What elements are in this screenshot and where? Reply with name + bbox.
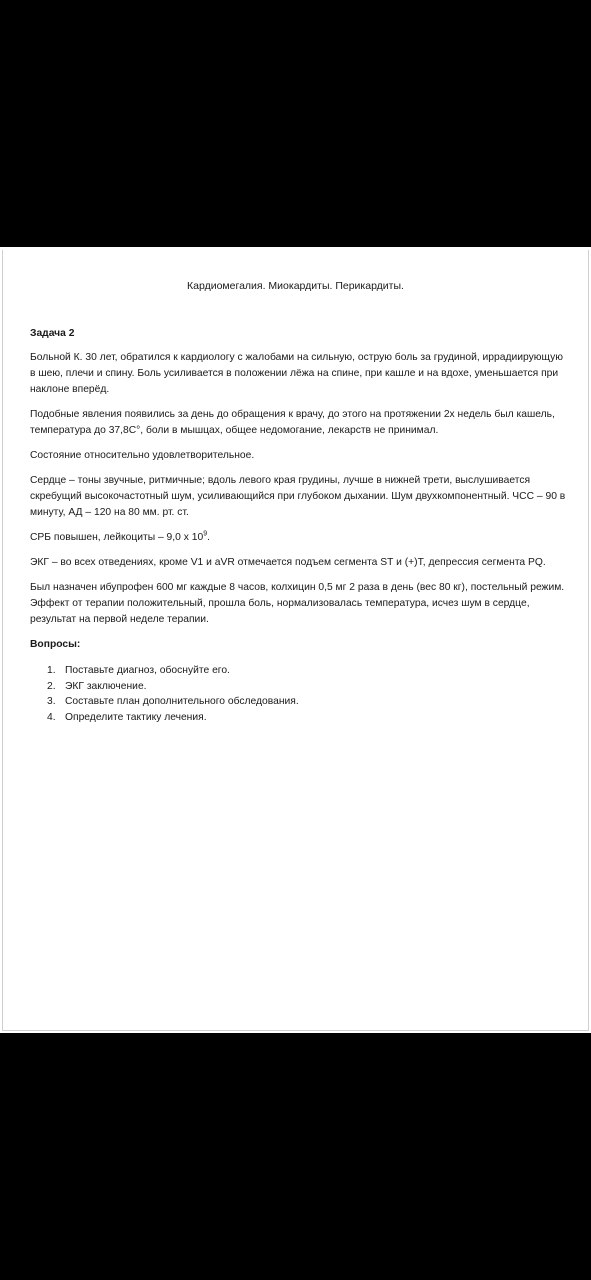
task-heading: Задача 2 xyxy=(30,328,75,339)
questions-heading: Вопросы: xyxy=(30,639,81,650)
question-number: 1. xyxy=(47,665,56,676)
question-item xyxy=(30,663,566,679)
paragraph-condition: Состояние относительно удовлетворительное. xyxy=(30,450,255,461)
lab-results-suffix: . xyxy=(207,532,210,543)
document-page xyxy=(0,247,591,1033)
question-text: Определите тактику лечения. xyxy=(65,711,207,723)
paragraph-history: Подобные явления появились за день до обращения к врачу, до этого на протяжении 2х недель был кашель, температура до 37,8С°, боли в мышцах, общее недомогание, лекарств не принимал. xyxy=(30,409,555,436)
question-text: Поставьте диагноз, обоснуйте его. xyxy=(65,665,230,676)
question-item xyxy=(30,694,566,710)
document-title: Кардиомегалия. Миокардиты. Перикардиты. xyxy=(187,280,404,292)
question-item xyxy=(30,710,566,726)
question-text: Составьте план дополнительного обследования. xyxy=(65,696,299,707)
question-number: 3. xyxy=(47,696,56,707)
document-body xyxy=(30,326,566,725)
paragraph-lab-results xyxy=(30,530,566,546)
lab-results-text: СРБ повышен, лейкоциты – 9,0 х 10 xyxy=(30,532,204,543)
paragraph-ecg: ЭКГ – во всех отведениях, кроме V1 и aVR отмечается подъем сегмента ST и (+)T, депрессия сегмента PQ. xyxy=(30,557,546,568)
lab-results-exponent: 9 xyxy=(203,530,208,538)
paragraph-treatment: Был назначен ибупрофен 600 мг каждые 8 часов, колхицин 0,5 мг 2 раза в день (вес 80 кг), постельный режим. Эффект от терапии положительный, прошла боль, нормализовалась температура, исчез шум в сердце, результат на первой неделе терапии. xyxy=(30,582,565,625)
question-number: 2. xyxy=(47,680,56,692)
paragraph-complaints: Больной К. 30 лет, обратился к кардиологу с жалобами на сильную, острую боль за грудиной, иррадиирующую в шею, плечи и спину. Боль усиливается в положении лёжа на спине, при кашле и на вдохе, уменьшается при наклоне вперёд. xyxy=(30,352,563,395)
question-item xyxy=(30,679,566,695)
paragraph-heart-exam: Сердце – тоны звучные, ритмичные; вдоль левого края грудины, лучше в нижней трети, выслушивается скребущий высокочастотный шум, усиливающийся при глубоком дыхании. Шум двухкомпонентный. ЧСС – 90 в минуту, АД – 120 на 80 мм. рт. ст. xyxy=(30,475,566,518)
question-number: 4. xyxy=(47,711,56,723)
questions-list xyxy=(30,663,566,725)
question-text: ЭКГ заключение. xyxy=(65,680,147,692)
